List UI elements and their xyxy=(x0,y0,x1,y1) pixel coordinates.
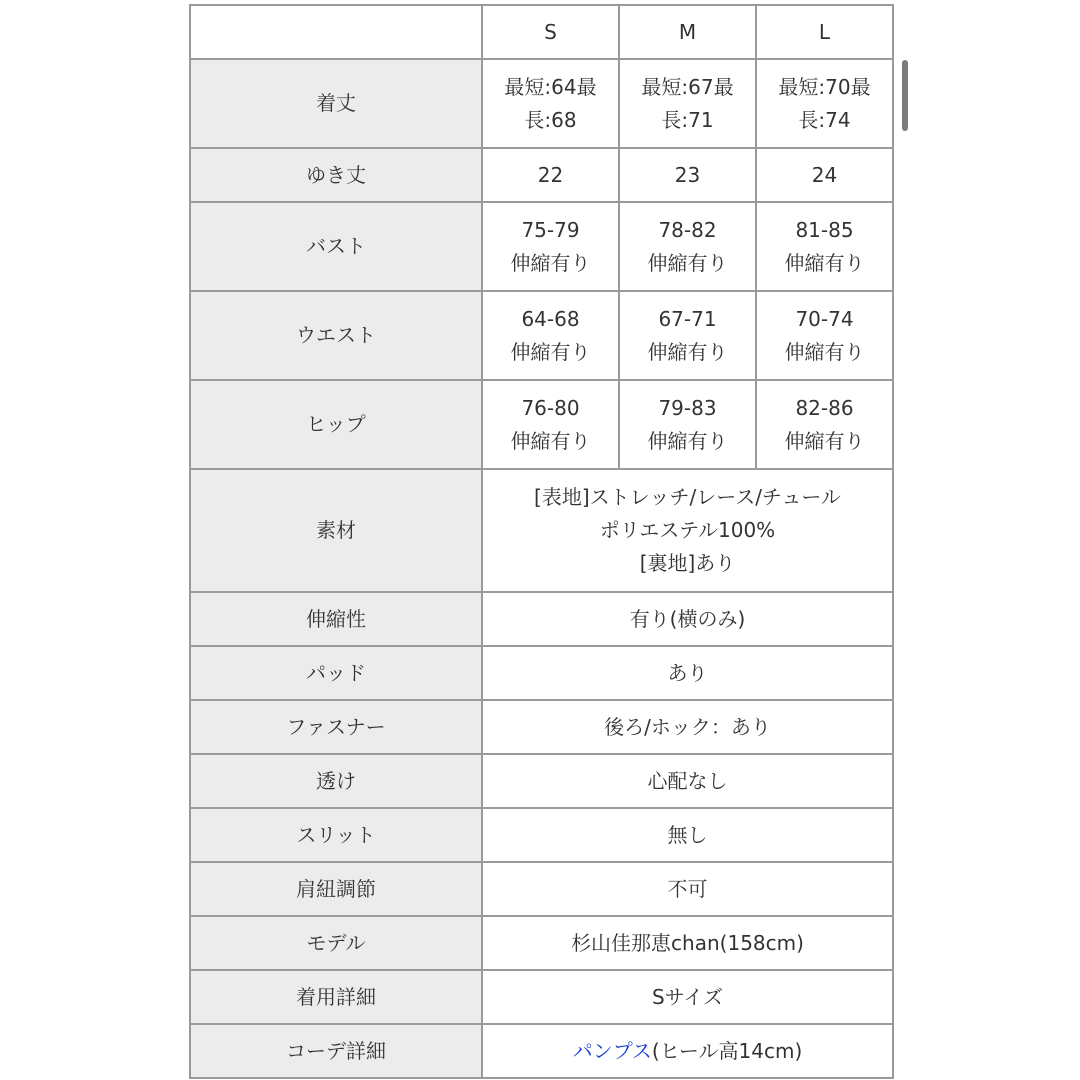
size-header-l: L xyxy=(756,5,893,59)
bust-cell-m xyxy=(619,202,756,291)
waist-l-note: 伸縮有り xyxy=(784,339,865,364)
table-row-hip xyxy=(190,380,893,469)
table-row-waist xyxy=(190,291,893,380)
length-cell-l xyxy=(756,59,893,148)
table-row-length xyxy=(190,59,893,148)
hip-m-range: 79-83 xyxy=(658,395,717,420)
hip-cell-m xyxy=(619,380,756,469)
row-label-hip: ヒップ xyxy=(190,380,482,469)
table-row-fastener xyxy=(190,700,893,754)
hip-l-range: 82-86 xyxy=(795,395,854,420)
table-row-sleeve xyxy=(190,148,893,202)
material-line2: ポリエステル100% xyxy=(599,518,776,542)
row-label-fastener: ファスナー xyxy=(190,700,482,754)
waist-m-note: 伸縮有り xyxy=(647,339,728,364)
table-header-row xyxy=(190,5,893,59)
hip-s-range: 76-80 xyxy=(521,395,580,420)
row-label-slit: スリット xyxy=(190,808,482,862)
sleeve-cell-s: 22 xyxy=(482,148,619,202)
coordinate-rest-text: (ヒール高14cm) xyxy=(651,1038,803,1063)
hip-s-note: 伸縮有り xyxy=(510,428,591,453)
slit-value-cell: 無し xyxy=(482,808,893,862)
row-label-model: モデル xyxy=(190,916,482,970)
material-line3: [裏地]あり xyxy=(639,551,736,575)
table-row-model xyxy=(190,916,893,970)
table-row-coordinate xyxy=(190,1024,893,1078)
table-row-wear xyxy=(190,970,893,1024)
row-label-bust: バスト xyxy=(190,202,482,291)
length-l-line1: 最短:70最 xyxy=(778,74,871,99)
waist-cell-m xyxy=(619,291,756,380)
sleeve-cell-l: 24 xyxy=(756,148,893,202)
table-row-slit xyxy=(190,808,893,862)
row-label-sleeve: ゆき丈 xyxy=(190,148,482,202)
row-label-wear: 着用詳細 xyxy=(190,970,482,1024)
strap-value-cell: 不可 xyxy=(482,862,893,916)
bust-m-range: 78-82 xyxy=(658,217,717,242)
row-label-length: 着丈 xyxy=(190,59,482,148)
table-row-stretch xyxy=(190,592,893,646)
pumps-link[interactable]: パンプス xyxy=(572,1038,652,1063)
table-row-bust xyxy=(190,202,893,291)
row-label-material: 素材 xyxy=(190,469,482,592)
waist-l-range: 70-74 xyxy=(795,306,854,331)
hip-cell-l xyxy=(756,380,893,469)
waist-cell-l xyxy=(756,291,893,380)
row-label-coordinate: コーデ詳細 xyxy=(190,1024,482,1078)
bust-l-note: 伸縮有り xyxy=(784,250,865,275)
row-label-pad: パッド xyxy=(190,646,482,700)
fastener-value-cell: 後ろ/ホック：あり xyxy=(482,700,893,754)
stretch-value-cell: 有り(横のみ) xyxy=(482,592,893,646)
bust-cell-l xyxy=(756,202,893,291)
pad-value-cell: あり xyxy=(482,646,893,700)
bust-s-range: 75-79 xyxy=(521,217,580,242)
row-label-stretch: 伸縮性 xyxy=(190,592,482,646)
length-cell-m xyxy=(619,59,756,148)
waist-s-note: 伸縮有り xyxy=(510,339,591,364)
sheer-value-cell: 心配なし xyxy=(482,754,893,808)
hip-cell-s xyxy=(482,380,619,469)
row-label-waist: ウエスト xyxy=(190,291,482,380)
hip-m-note: 伸縮有り xyxy=(647,428,728,453)
bust-m-note: 伸縮有り xyxy=(647,250,728,275)
table-row-material xyxy=(190,469,893,592)
length-s-line1: 最短:64最 xyxy=(504,74,597,99)
bust-l-range: 81-85 xyxy=(795,217,854,242)
length-m-line2: 長:71 xyxy=(661,107,714,132)
sleeve-cell-m: 23 xyxy=(619,148,756,202)
material-value-cell xyxy=(482,469,893,592)
waist-s-range: 64-68 xyxy=(521,306,580,331)
waist-m-range: 67-71 xyxy=(658,306,717,331)
table-row-strap xyxy=(190,862,893,916)
model-value-cell: 杉山佳那恵chan(158cm) xyxy=(482,916,893,970)
material-line1: [表地]ストレッチ/レース/チュール xyxy=(534,485,841,509)
hip-l-note: 伸縮有り xyxy=(784,428,865,453)
table-row-sheer xyxy=(190,754,893,808)
length-l-line2: 長:74 xyxy=(798,107,851,132)
vertical-scrollbar[interactable] xyxy=(902,60,908,131)
size-spec-table xyxy=(189,4,894,1079)
length-m-line1: 最短:67最 xyxy=(641,74,734,99)
size-header-m: M xyxy=(619,5,756,59)
length-s-line2: 長:68 xyxy=(524,107,577,132)
length-cell-s xyxy=(482,59,619,148)
bust-cell-s xyxy=(482,202,619,291)
table-row-pad xyxy=(190,646,893,700)
coordinate-value-cell xyxy=(482,1024,893,1078)
size-header-s: S xyxy=(482,5,619,59)
wear-value-cell: Sサイズ xyxy=(482,970,893,1024)
bust-s-note: 伸縮有り xyxy=(510,250,591,275)
waist-cell-s xyxy=(482,291,619,380)
header-corner-cell xyxy=(190,5,482,59)
row-label-strap: 肩紐調節 xyxy=(190,862,482,916)
row-label-sheer: 透け xyxy=(190,754,482,808)
